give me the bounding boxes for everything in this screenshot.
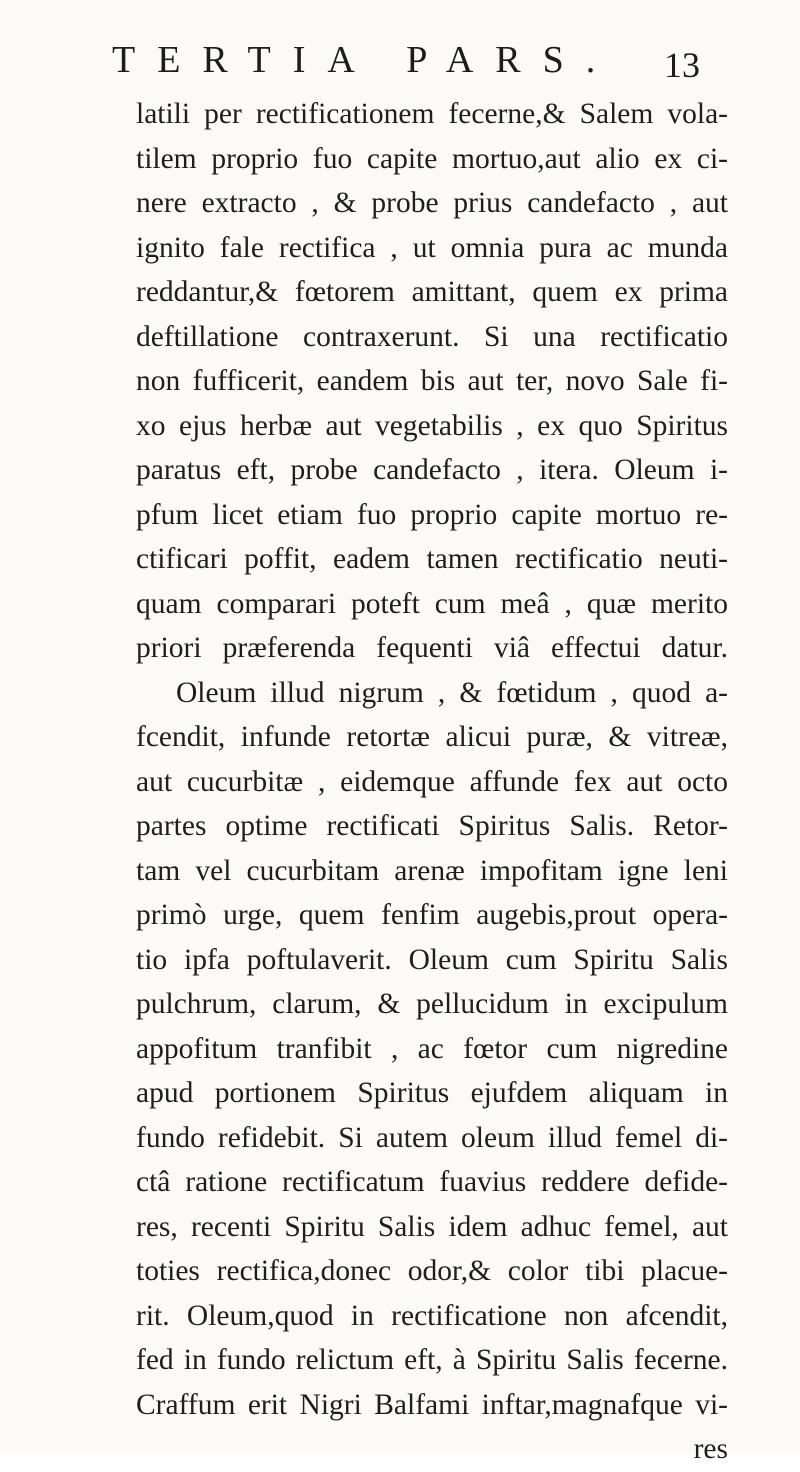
text-line: apud portionem Spiritus ejufdem aliquam in xyxy=(136,1077,728,1109)
page-number: 13 xyxy=(664,45,700,85)
text-line: reddantur,& fœtorem amittant, quem ex prima xyxy=(136,276,728,308)
text-line: fcendit, infunde retortæ alicui puræ, & vitreæ, xyxy=(136,721,728,753)
text-line: res, recenti Spiritu Salis idem adhuc femel, aut xyxy=(136,1210,728,1243)
text-line: appofitum tranfibit , ac fœtor cum nigredine xyxy=(136,1032,728,1065)
running-head: TERTIA PARS. xyxy=(112,39,618,81)
paragraph-first-line: Oleum illud nigrum , & fœtidum , quod a- xyxy=(176,676,728,709)
text-line: ctificari poffit, eadem tamen rectificatio neuti- xyxy=(136,543,728,575)
text-line: aut cucurbitæ , eidemque affunde fex aut octo xyxy=(136,765,728,798)
text-line: quam comparari poteft cum meâ , quæ merito xyxy=(136,587,728,620)
text-line: tilem proprio fuo capite mortuo,aut alio ex ci- xyxy=(136,142,728,175)
text-line: pfum licet etiam fuo proprio capite mortuo re- xyxy=(136,498,728,531)
text-line: ctâ ratione rectificatum fuavius reddere defide- xyxy=(136,1166,728,1198)
text-line: deftillatione contraxerunt. Si una rectificatio xyxy=(136,320,728,353)
text-line: non fufficerit, eandem bis aut ter, novo Sale fi- xyxy=(136,365,728,397)
text-line: pulchrum, clarum, & pellucidum in excipulum xyxy=(136,988,728,1020)
text-line: ignito fale rectifica , ut omnia pura ac munda xyxy=(136,231,728,264)
text-line: tio ipfa poftulaverit. Oleum cum Spiritu Salis xyxy=(136,943,728,976)
text-line: xo ejus herbæ aut vegetabilis , ex quo Spiritus xyxy=(136,409,728,442)
text-line: latili per rectificationem fecerne,& Salem vola- xyxy=(136,98,728,130)
text-line: partes optime rectificati Spiritus Salis. Retor- xyxy=(136,810,728,842)
text-line: rit. Oleum,quod in rectificatione non afcendit, xyxy=(136,1299,728,1332)
text-line: tam vel cucurbitam arenæ impofitam igne leni xyxy=(136,854,728,887)
text-line: toties rectifica,donec odor,& color tibi placue- xyxy=(136,1255,728,1287)
text-line: paratus eft, probe candefacto , itera. Oleum i- xyxy=(136,454,728,486)
page-header xyxy=(0,30,800,90)
text-line: Craffum erit Nigri Balfami inftar,magnafque vi- xyxy=(136,1388,728,1421)
text-line: fundo refidebit. Si autem oleum illud femel di- xyxy=(136,1121,728,1154)
text-line: nere extracto , & probe prius candefacto , aut xyxy=(136,187,728,219)
text-line: fed in fundo relictum eft, à Spiritu Salis fecerne. xyxy=(136,1344,728,1376)
catchword: res xyxy=(693,1433,728,1465)
text-line: priori præferenda fequenti viâ effectui datur. xyxy=(136,632,728,664)
body-text xyxy=(136,92,728,1472)
text-line: primò urge, quem fenfim augebis,prout opera- xyxy=(136,899,728,931)
